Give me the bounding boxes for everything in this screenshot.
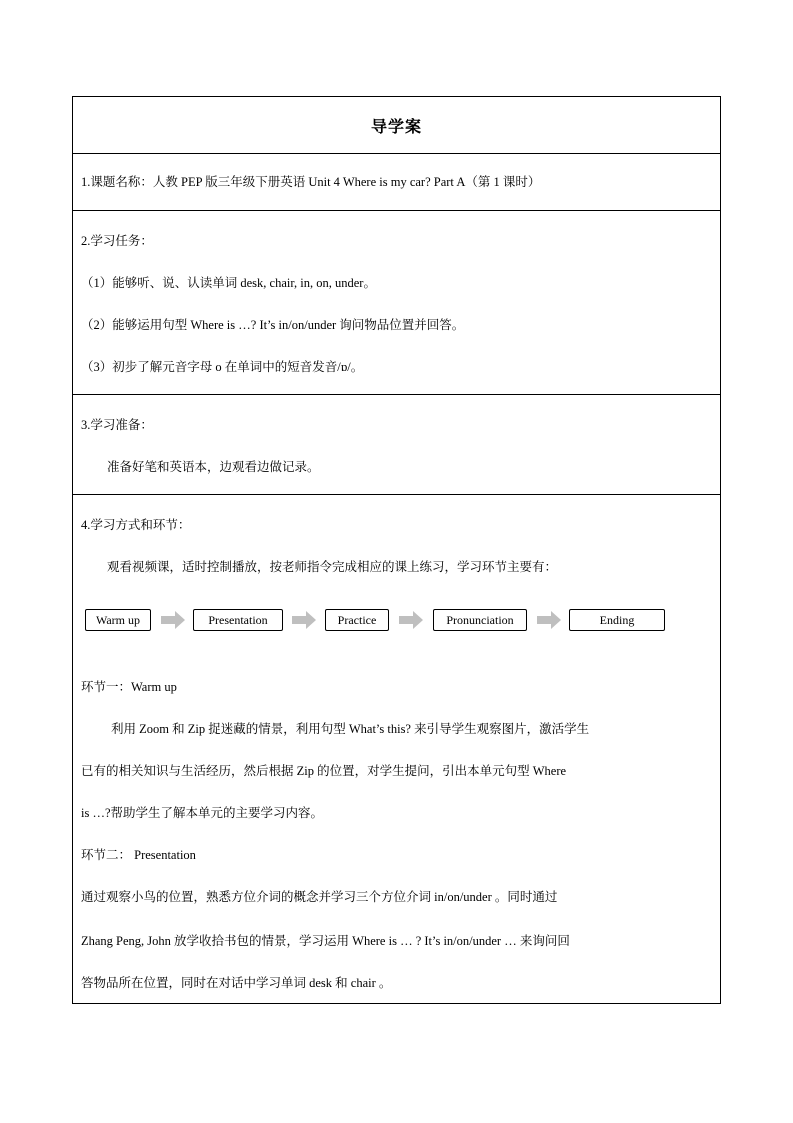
doc-title: 导学案 <box>370 116 422 136</box>
step1-title: 环节一：Warm up <box>81 680 177 694</box>
prep-heading: 3.学习准备： <box>81 418 153 432</box>
right-arrow-icon <box>161 611 185 629</box>
method-row <box>73 495 720 1003</box>
step2-line-1: 通过观察小鸟的位置，熟悉方位介词的概念并学习三个方位介词 in/on/under 。同时通过 <box>81 890 558 904</box>
course-row <box>73 154 720 211</box>
flow-step-pronunciation: Pronunciation <box>433 609 527 631</box>
step2-title: 环节二： Presentation <box>81 848 196 862</box>
flow-step-ending: Ending <box>569 609 665 631</box>
process-flow <box>85 609 705 631</box>
step1-line-2: 已有的相关知识与生活经历，然后根据 Zip 的位置，对学生提问，引出本单元句型 Where <box>81 764 567 778</box>
tasks-row <box>73 211 720 395</box>
task-item-3: （3）初步了解元音字母 o 在单词中的短音发音/ɒ/。 <box>81 360 364 374</box>
method-heading: 4.学习方式和环节： <box>81 518 191 532</box>
course-name: 1.课题名称：人教 PEP 版三年级下册英语 Unit 4 Where is my car? Part A（第 1 课时） <box>81 175 541 189</box>
step1-line-3: is …?帮助学生了解本单元的主要学习内容。 <box>81 806 324 820</box>
step2-line-2: Zhang Peng, John 放学收拾书包的情景，学习运用 Where is … ? It’s in/on/under … 来询问回 <box>81 934 570 948</box>
tasks-heading: 2.学习任务： <box>81 234 153 248</box>
method-intro: 观看视频课，适时控制播放，按老师指令完成相应的课上练习，学习环节主要有： <box>107 560 558 574</box>
title-row <box>73 97 720 154</box>
prep-row <box>73 395 720 495</box>
step2-line-3: 答物品所在位置，同时在对话中学习单词 desk 和 chair 。 <box>81 976 392 990</box>
task-item-1: （1）能够听、说、认读单词 desk, chair, in, on, under。 <box>81 276 376 290</box>
right-arrow-icon <box>399 611 423 629</box>
step1-line-1: 利用 Zoom 和 Zip 捉迷藏的情景，利用句型 What’s this? 来引导学生观察图片，激活学生 <box>111 722 590 736</box>
prep-text: 准备好笔和英语本，边观看边做记录。 <box>107 460 320 474</box>
task-item-2: （2）能够运用句型 Where is …? It’s in/on/under 询问物品位置并回答。 <box>81 318 465 332</box>
flow-step-practice: Practice <box>325 609 389 631</box>
study-guide-table <box>72 96 721 1004</box>
right-arrow-icon <box>292 611 316 629</box>
right-arrow-icon <box>537 611 561 629</box>
flow-step-presentation: Presentation <box>193 609 283 631</box>
flow-step-warm-up: Warm up <box>85 609 151 631</box>
